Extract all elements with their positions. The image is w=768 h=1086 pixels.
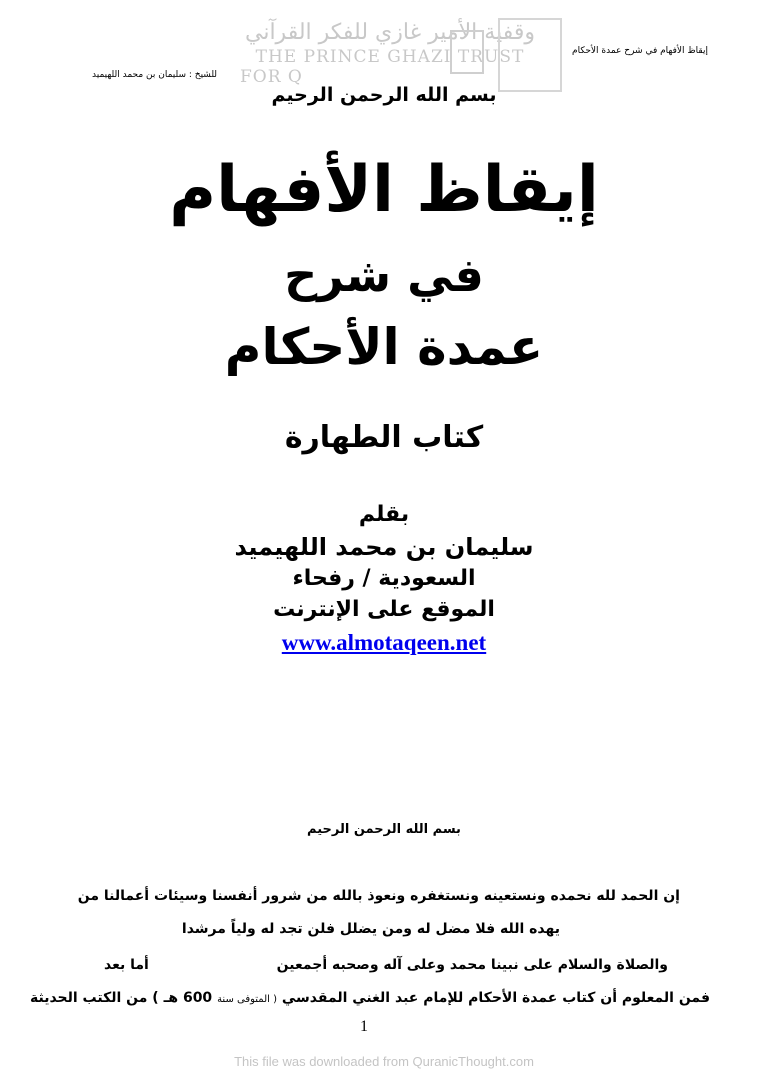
website-label: الموقع على الإنترنت xyxy=(273,597,495,622)
running-header-title: إيقاظ الأفهام في شرح عمدة الأحكام xyxy=(572,46,708,56)
cover-basmala: بسم الله الرحمن الرحيم xyxy=(271,84,497,106)
intro-line-3-end: أما بعد xyxy=(104,957,149,973)
page-number: 1 xyxy=(360,1018,368,1035)
running-header-author: للشيخ : سليمان بن محمد اللهيميد xyxy=(92,70,218,80)
intro-line-4-small: ( المتوفى سنة xyxy=(217,994,277,1005)
download-footer: This file was downloaded from QuranicThought.com xyxy=(234,1054,534,1069)
intro-line-2: يهده الله فلا مضل له ومن يضلل فلن تجد له ولياً مرشدا xyxy=(181,921,560,937)
book-subtitle-2: عمدة الأحكام xyxy=(224,318,544,376)
book-subtitle-1: في شرح xyxy=(284,248,484,302)
intro-line-4-year: 600 xyxy=(182,990,213,1006)
watermark-emblem-icon xyxy=(450,30,484,74)
author-name: سليمان بن محمد اللهيميد xyxy=(234,533,534,561)
intro-line-4-start: فمن المعلوم أن كتاب عمدة الأحكام للإمام عبد الغني المقدسي xyxy=(281,990,710,1006)
book-title: إيقاظ الأفهام xyxy=(169,153,599,227)
intro-basmala: بسم الله الرحمن الرحيم xyxy=(307,822,461,837)
author-location: السعودية / رفحاء xyxy=(292,566,476,591)
intro-line-4 xyxy=(30,990,710,1006)
website-link[interactable]: www.almotaqeen.net xyxy=(281,630,487,655)
by-label: بقلم xyxy=(358,502,410,527)
watermark-english-2: FOR Q xyxy=(240,67,303,87)
watermark-seal-icon xyxy=(498,18,562,92)
watermark-arabic: وقفية الأمير غازي للفكر القرآني xyxy=(244,20,535,45)
intro-line-1: إن الحمد لله نحمده ونستعينه ونستغفره ونعوذ بالله من شرور أنفسنا وسيئات أعمالنا من xyxy=(77,888,680,904)
intro-line-3: والصلاة والسلام على نبينا محمد وعلى آله وصحبه أجمعين xyxy=(276,957,668,973)
book-section: كتاب الطهارة xyxy=(284,420,484,455)
intro-line-4-end: هـ ) من الكتب الحديثة xyxy=(29,990,179,1006)
watermark-english-1: THE PRINCE GHAZI TRUST xyxy=(255,47,525,67)
